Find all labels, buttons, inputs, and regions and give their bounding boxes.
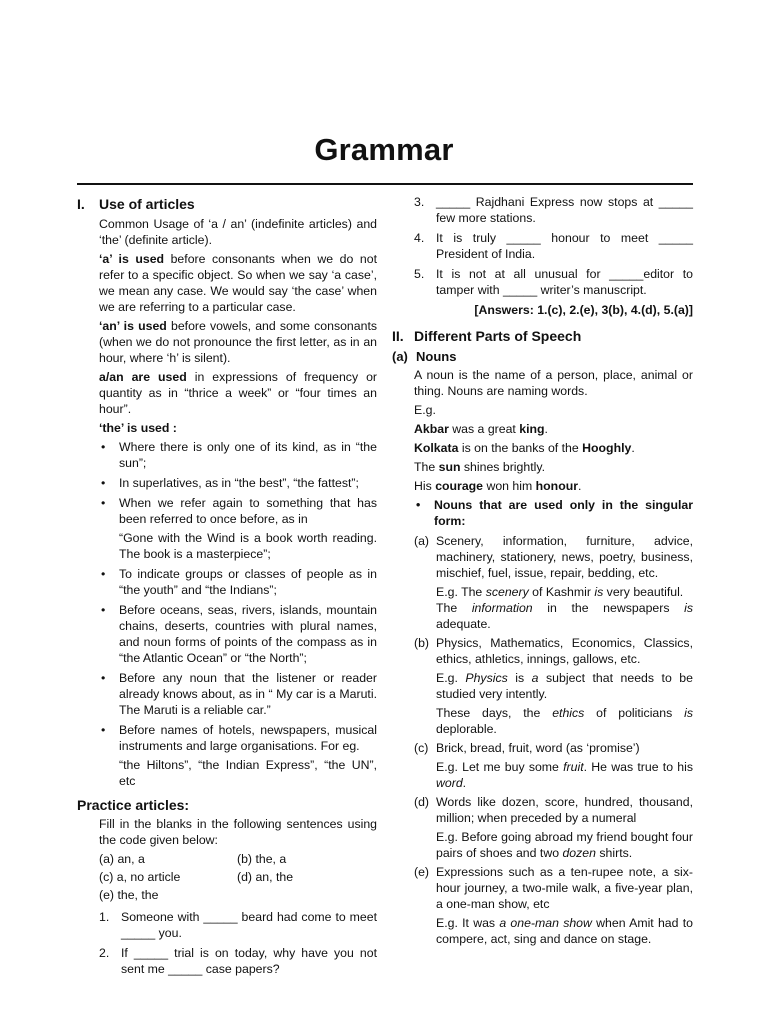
answer-codes — [99, 851, 377, 903]
question-5: 5. It is not at all unusual for _____editor to tamper with _____ writer’s manuscript. — [414, 267, 693, 297]
bullet-icon: • — [101, 440, 106, 454]
code-a: (a) an, a — [99, 852, 145, 866]
articles-intro: Common Usage of ‘a / an’ (indefinite articles) and ‘the’ (definite article). — [99, 217, 377, 247]
noun-example: Akbar was a great king. — [414, 422, 548, 436]
page-title: Grammar — [314, 132, 454, 167]
list-item: • Before oceans, seas, rivers, islands, mountain chains, deserts, countries with plural names, and noun forms of points of the compass as in “the Atlantic Ocean” or “the North”; — [101, 603, 377, 665]
practice-instruction: Fill in the blanks in the following sentences using the code given below: — [99, 817, 377, 847]
singular-item-c: (c) Brick, bread, fruit, word (as ‘promise’) — [414, 741, 640, 755]
bullet-icon: • — [101, 567, 106, 581]
question-1: 1. Someone with _____ beard had come to meet _____ you. — [99, 910, 377, 940]
noun-example: The sun shines brightly. — [414, 460, 546, 474]
singular-item-e: (e) Expressions such as a ten-rupee note, a six-hour journey, a two-mile walk, a five-year plan, a one-man show, etc — [414, 865, 693, 911]
bullet-icon: • — [101, 723, 106, 737]
practice-questions-left — [99, 909, 377, 977]
list-item: • When we refer again to something that has been referred to once before, as in “Gone with the Wind is a book worth reading. The book is a masterpiece”; — [101, 496, 377, 561]
title-rule — [77, 183, 693, 185]
an-used-label: ‘an’ is used — [99, 319, 167, 333]
section-title: Use of articles — [99, 196, 195, 212]
bullet-icon: • — [101, 476, 106, 490]
code-e: (e) the, the — [99, 888, 159, 902]
singular-item-a: (a) Scenery, information, furniture, advice, machinery, stationery, news, poetry, business, mischief, fuel, issue, repair, bedding, etc. — [414, 534, 693, 580]
the-usage-list — [99, 439, 377, 789]
question-2: 2. If _____ trial is on today, why have you not sent me _____ case papers? — [99, 946, 377, 976]
right-column — [392, 194, 693, 950]
list-item: • To indicate groups or classes of people as in “the youth” and “the Indians”; — [101, 567, 377, 597]
nouns-body — [414, 367, 693, 494]
a-used-paragraph — [99, 251, 377, 315]
noun-example: Kolkata is on the banks of the Hooghly. — [414, 441, 635, 455]
section-number: II. — [392, 328, 404, 344]
example-sentence: E.g. Physics is a subject that needs to be studied very intently. — [436, 671, 693, 701]
section-heading-articles — [77, 194, 377, 214]
practice-questions-right — [414, 194, 693, 318]
aan-used-text: in expressions of frequency or quantity as in “thrice a week” or “four times an hour”. — [99, 370, 377, 416]
an-used-paragraph — [99, 318, 377, 366]
noun-definition: A noun is the name of a person, place, animal or thing. Nouns are naming words. — [414, 368, 693, 398]
question-4: 4. It is truly _____ honour to meet _____ President of India. — [414, 231, 693, 261]
noun-example: His courage won him honour. — [414, 479, 582, 493]
example-sentence: These days, the ethics of politicians is deplorable. — [436, 706, 693, 736]
aan-used-label: a/an are used — [99, 370, 187, 384]
section-title: Different Parts of Speech — [414, 328, 582, 344]
example-sentence: E.g. Before going abroad my friend bought four pairs of shoes and two dozen shirts. — [436, 830, 693, 860]
list-item: • Where there is only one of its kind, as in “the sun”; — [101, 440, 377, 470]
question-3: 3. _____ Rajdhani Express now stops at _____ few more stations. — [414, 195, 693, 225]
a-used-text: before consonants when we do not refer to a specific object. So when we say ‘a case’, we mean any case. We would say ‘the case’ when we are referring to a particular case. — [99, 252, 377, 314]
bullet-icon: • — [101, 603, 106, 617]
code-c: (c) a, no article — [99, 870, 181, 884]
code-d: (d) an, the — [237, 870, 294, 884]
singular-item-b: (b) Physics, Mathematics, Economics, Classics, ethics, athletics, innings, gallows, etc. — [414, 636, 693, 666]
singular-item-d: (d) Words like dozen, score, hundred, thousand, million; when preceded by a numeral — [414, 795, 693, 825]
example-sentence: E.g. The scenery of Kashmir is very beautiful. The information in the newspapers is adequate. — [436, 585, 693, 631]
articles-body — [99, 216, 377, 436]
an-used-text: before vowels, and some consonants (when we do not pronounce the first letter, as in an hour, where ‘h’ is silent). — [99, 319, 378, 365]
left-column — [77, 194, 377, 981]
noun-eg-label: E.g. — [414, 403, 436, 417]
list-item: • Before any noun that the listener or reader already knows about, as in “ My car is a Maruti. The Maruti is a reliable car.” — [101, 671, 377, 717]
section-heading-parts-of-speech — [392, 326, 693, 346]
list-item: • Before names of hotels, newspapers, musical instruments and large organisations. For eg. “the Hiltons”, “the Indian Express”, “the UN”, etc — [101, 723, 377, 788]
section-number: I. — [77, 196, 85, 212]
answers-key: [Answers: 1.(c), 2.(e), 3(b), 4.(d), 5.(a)] — [474, 303, 693, 317]
bullet-icon: • — [101, 671, 106, 685]
practice-heading: Practice articles: — [77, 797, 190, 813]
nouns-heading: (a) Nouns — [392, 349, 457, 364]
singular-list — [414, 497, 693, 529]
example-sentence: E.g. It was a one-man show when Amit had to compere, act, sing and dance on stage. — [436, 916, 693, 946]
list-item: • Nouns that are used only in the singular form: — [416, 498, 693, 528]
the-used-label: ‘the’ is used : — [99, 421, 177, 435]
bullet-icon: • — [416, 498, 421, 512]
example-sentence: E.g. Let me buy some fruit. He was true to his word. — [436, 760, 693, 790]
list-item-example: “the Hiltons”, “the Indian Express”, “the UN”, etc — [119, 758, 377, 788]
bullet-icon: • — [101, 496, 106, 510]
a-used-label: ‘a’ is used — [99, 252, 165, 266]
list-item-example: “Gone with the Wind is a book worth reading. The book is a masterpiece”; — [119, 531, 377, 561]
aan-used-paragraph — [99, 369, 377, 417]
list-item: • In superlatives, as in “the best”, “the fattest”; — [101, 476, 359, 490]
code-b: (b) the, a — [237, 852, 287, 866]
